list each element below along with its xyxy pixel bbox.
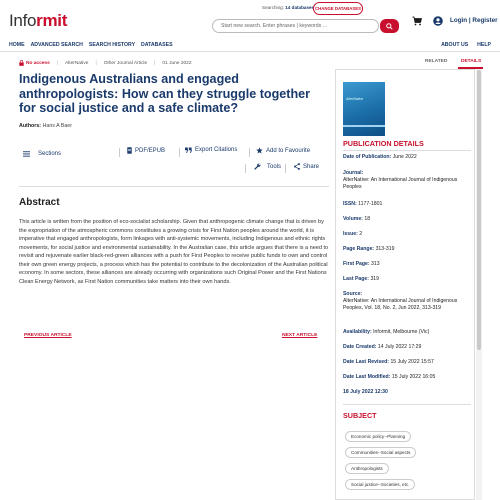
subject-heading: SUBJECT: [343, 411, 377, 420]
main-nav: [0, 40, 500, 52]
user-icon[interactable]: [433, 16, 443, 26]
quote-icon: [185, 147, 192, 153]
authors: Authors: Hans A Baer: [19, 123, 73, 129]
login-register-link[interactable]: Login | Register: [450, 17, 498, 24]
author-link[interactable]: Hans A Baer: [42, 123, 73, 129]
field-journal: Journal: AlterNative: An International Journal of Indigenous Peoples: [343, 170, 458, 190]
sidebar-scroll-thumb[interactable]: [477, 70, 481, 350]
subject-tag[interactable]: Anthropologists: [345, 463, 389, 474]
journal-cover-title: AlterNative: [346, 97, 364, 101]
nav-search-history[interactable]: SEARCH HISTORY: [88, 42, 136, 48]
tab-details[interactable]: DETAILS: [461, 59, 482, 64]
journal-link[interactable]: AlterNative: An International Journal of Indigenous Peoples: [343, 177, 458, 190]
previous-article-link[interactable]: PREVIOUS ARTICLE: [24, 333, 72, 338]
field-first-page: First Page: 313: [343, 261, 380, 267]
field-source: Source: AlterNative: An International Journal of Indigenous Peoples, Vol. 18, No. 2, Jun 2022, 313-319: [343, 291, 458, 311]
search-icon: [386, 23, 393, 30]
search-input[interactable]: Start new search. Enter phrases | keywords ...: [212, 19, 379, 33]
field-volume: Volume: 18: [343, 216, 371, 222]
wrench-icon: [254, 163, 261, 170]
informit-logo[interactable]: Informit: [9, 11, 68, 30]
star-icon: [256, 147, 263, 154]
article-meta: No access | AlterNative | Other Journal Article | 01 June 2022: [19, 60, 192, 66]
field-date-of-publication: Date of Publication: June 2022: [343, 154, 417, 160]
sections-button[interactable]: Sections: [23, 151, 61, 157]
journal-cover-image: [343, 82, 385, 136]
share-button[interactable]: Share: [294, 163, 319, 170]
nav-advanced-search[interactable]: ADVANCED SEARCH: [30, 42, 83, 48]
list-icon: [23, 151, 30, 157]
nav-help[interactable]: HELP: [477, 42, 491, 48]
article-type: Other Journal Article: [103, 60, 148, 66]
field-page-range: Page Range: 313-319: [343, 246, 395, 252]
abstract-text: This article is written from the position of eco-socialist scholarship. Given that anthropogenic climate change that is driven by the expropriation of the atmospheric commons constitutes a growing crisis for First Nation peoples around the world, it is imperative that engaged anthropologists, form linkages with anti-systemic movements, including Indigenous and ethnic rights movements, for social justice and environmental sustainability. In the Australian case, this article argues that there is a need to revisit and rejuvenate earlier black-red-green alliances with a push for First Peoples to receive public funds to own and control their own green energy projects, a process which has the potential to contribute to the decolonization of the Australian political economy. In some sectors, these alliances are already occurring with organizations such Original Power and the First Nations Clean Energy Network, as First Nation communities take matters into their own hands.: [19, 219, 329, 285]
searching-databases: Searching: 14 databases: [262, 5, 315, 10]
article-title: Indigenous Australians and engaged anthropologists: How can they struggle together for social justice and a safe climate?: [19, 72, 311, 115]
share-icon: [294, 163, 300, 170]
field-issn: ISSN: 1177-1801: [343, 201, 383, 207]
journal-name[interactable]: AlterNative: [64, 60, 89, 66]
field-issue: Issue: 2: [343, 231, 363, 237]
nav-home[interactable]: HOME: [9, 42, 25, 48]
search-button[interactable]: [380, 19, 399, 33]
field-date-other: 18 July 2022 12:30: [343, 389, 388, 395]
next-article-link[interactable]: NEXT ARTICLE: [282, 333, 318, 338]
article-date: 01 June 2022: [162, 60, 192, 66]
nav-databases[interactable]: DATABASES: [141, 42, 173, 48]
tools-button[interactable]: Tools: [254, 163, 281, 170]
document-icon: [127, 147, 132, 154]
pdf-epub-button[interactable]: PDF/EPUB: [127, 147, 165, 154]
export-citations-button[interactable]: Export Citations: [185, 147, 237, 153]
field-date-last-revised: Date Last Revised: 15 July 2022 15:57: [343, 359, 434, 365]
field-availability: Availability: Informit, Melbourne (Vic): [343, 329, 430, 335]
article-toolbar-secondary: [19, 163, 329, 175]
tab-related[interactable]: RELATED: [425, 59, 448, 64]
field-date-last-modified: Date Last Modified: 15 July 2022 16:05: [343, 374, 436, 380]
top-header: [0, 0, 500, 40]
subject-tag[interactable]: Social justice--Societies, etc.: [345, 479, 415, 490]
subject-tag[interactable]: Economic policy--Planning: [345, 431, 411, 442]
article-toolbar: [19, 147, 329, 159]
subject-tag[interactable]: Communities--Social aspects: [345, 447, 416, 458]
lock-icon: [19, 60, 24, 66]
change-databases-button[interactable]: CHANGE DATABASES: [313, 2, 363, 15]
add-to-favourite-button[interactable]: Add to Favourite: [256, 147, 310, 154]
field-last-page: Last Page: 319: [343, 276, 380, 282]
abstract-heading: Abstract: [19, 197, 60, 208]
publication-details-heading: PUBLICATION DETAILS: [343, 139, 424, 148]
divider: [19, 186, 329, 187]
field-date-created: Date Created: 14 July 2022 17:29: [343, 344, 422, 350]
nav-about-us[interactable]: ABOUT US: [441, 42, 469, 48]
access-status: No access: [19, 60, 50, 66]
cart-icon[interactable]: [412, 16, 422, 26]
